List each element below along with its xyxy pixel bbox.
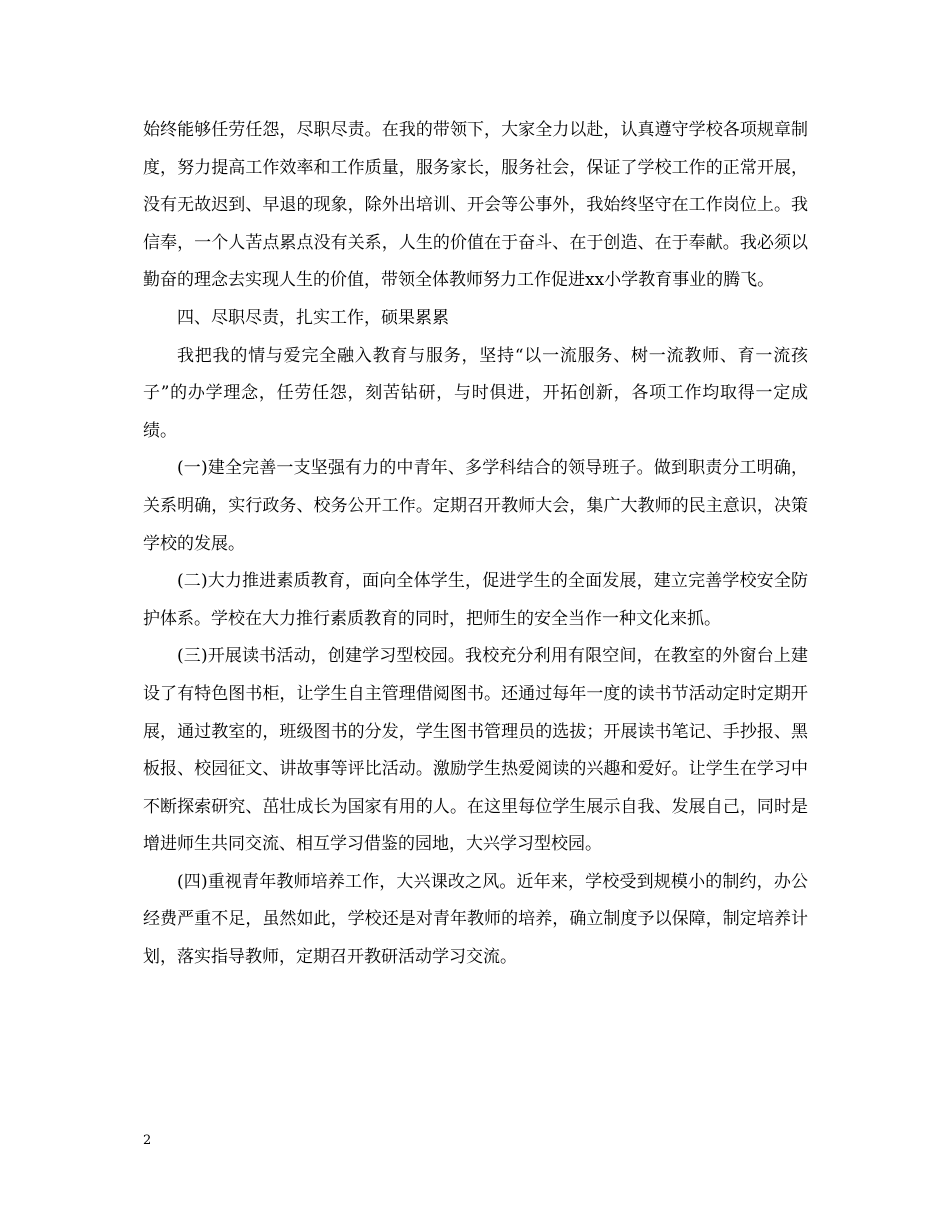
paragraph-item-4: (四)重视青年教师培养工作，大兴课改之风。近年来，学校受到规模小的制约，办公经费严重不足，虽然如此，学校还是对青年教师的培养，确立制度予以保障，制定培养计划，落实指导教师，定期召开教研活动学习交流。 [143,871,808,968]
paragraph-item-2: (二)大力推进素质教育，面向全体学生，促进学生的全面发展，建立完善学校安全防护体系。学校在大力推行素质教育的同时，把师生的安全当作一种文化来抓。 [143,571,808,629]
paragraph-continuation: 始终能够任劳任怨，尽职尽责。在我的带领下，大家全力以赴，认真遵守学校各项规章制度，努力提高工作效率和工作质量，服务家长，服务社会，保证了学校工作的正常开展，没有无故迟到、早退的现象，除外出培训、开会等公事外，我始终坚守在工作岗位上。我信奉，一个人苦点累点没有关系，人生的价值在于奋斗、在于创造、在于奉献。我必须以勤奋的理念去实现人生的价值，带领全体教师努力工作促进xx小学教育事业的腾飞。 [143,120,808,291]
section-heading: 四、尽职尽责，扎实工作，硕果累累 [177,307,449,328]
document-body [143,112,808,977]
paragraph-item-1: (一)建全完善一支坚强有力的中青年、多学科结合的领导班子。做到职责分工明确，关系明确，实行政务、校务公开工作。定期召开教师大会，集广大教师的民主意识，决策学校的发展。 [143,458,808,554]
paragraph-item-3: (三)开展读书活动，创建学习型校园。我校充分利用有限空间，在教室的外窗台上建设了有特色图书柜，让学生自主管理借阅图书。还通过每年一度的读书节活动定时定期开展，通过教室的，班级图书的分发，学生图书管理员的选拔；开展读书笔记、手抄报、黑板报、校园征文、讲故事等评比活动。激励学生热爱阅读的兴趣和爱好。让学生在学习中不断探索研究、茁壮成长为国家有用的人。在这里每位学生展示自我、发展自己，同时是增进师生共同交流、相互学习借鉴的园地，大兴学习型校园。 [143,646,808,855]
paragraph-intro: 我把我的情与爱完全融入教育与服务，坚持“以一流服务、树一流教师、育一流孩子”的办学理念，任劳任怨，刻苦钻研，与时俱进，开拓创新，各项工作均取得一定成绩。 [143,345,808,441]
page-number: 2 [143,1133,152,1148]
